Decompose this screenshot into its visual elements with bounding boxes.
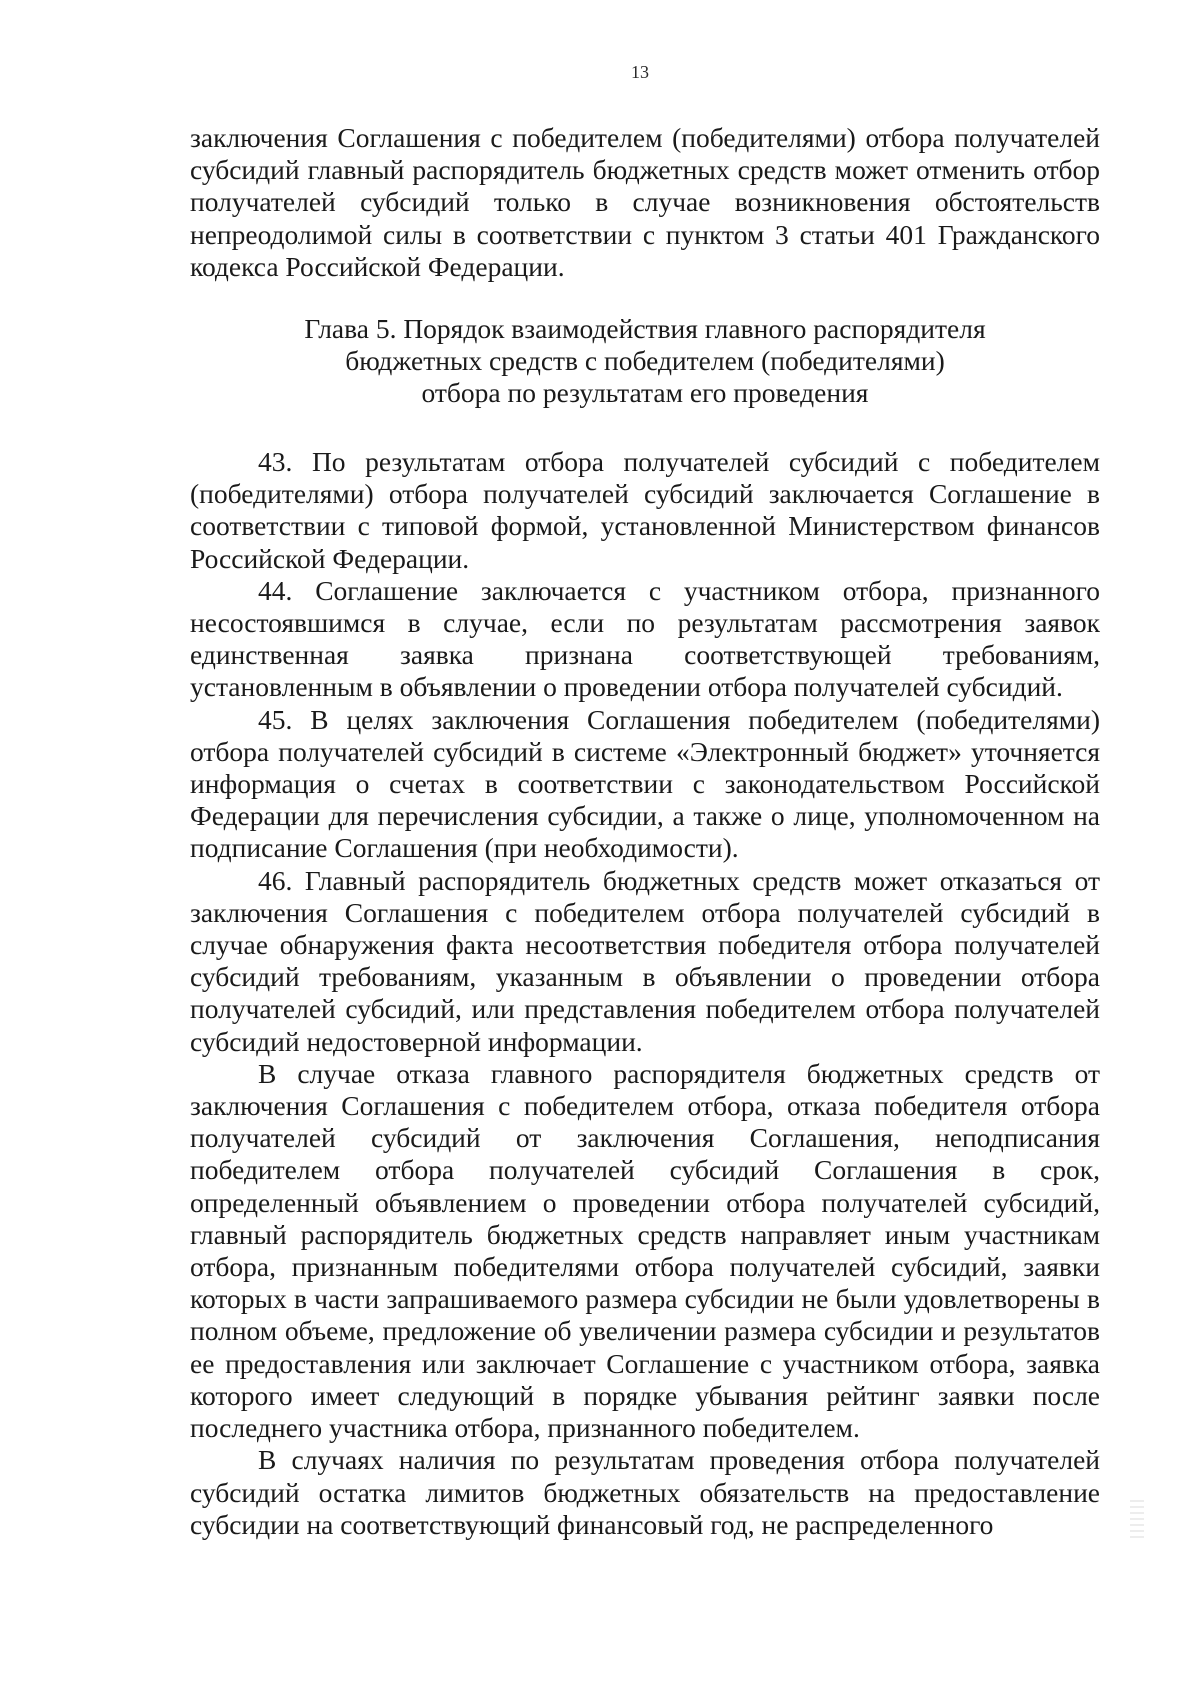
paragraph-45: 45. В целях заключения Соглашения победителем (победителями) отбора получателей субсидий в системе «Электронный бюджет» уточняется информация о счетах в соответствии с законодательством Российской Федерации для перечисления субсидии, а также о лице, уполномоченном на подписание Соглашения (при необходимости). (190, 703, 1100, 864)
paragraph-46: 46. Главный распорядитель бюджетных средств может отказаться от заключения Соглашения с победителем отбора получателей субсидий в случае обнаружения факта несоответствия победителя отбора получателей субсидий требованиям, указанным в объявлении о проведении отбора получателей субсидий, или представления победителем отбора получателей субсидий недостоверной информации. (190, 864, 1100, 1057)
paragraph-43: 43. По результатам отбора получателей субсидий с победителем (победителями) отбора получателей субсидий заключается Соглашение в соответствии с типовой формой, установленной Министерством финансов Российской Федерации. (190, 446, 1100, 574)
paragraph-refusal-case: В случае отказа главного распорядителя бюджетных средств от заключения Соглашения с победителем отбора, отказа победителя отбора получателей субсидий от заключения Соглашения, неподписания победителем отбора получателей субсидий Соглашения в срок, определенный объявлением о проведении отбора получателей субсидий, главный распорядитель бюджетных средств направляет иным участникам отбора, признанным победителями отбора получателей субсидий, заявки которых в части запрашиваемого размера субсидии не были удовлетворены в полном объеме, предложение об увеличении размера субсидии и результатов ее предоставления или заключает Соглашение с участником отбора, заявка которого имеет следующий в порядке убывания рейтинг заявки после последнего участника отбора, признанного победителем. (190, 1057, 1100, 1444)
paragraph-remaining-limits: В случаях наличия по результатам проведения отбора получателей субсидий остатка лимитов бюджетных обязательств на предоставление субсидии на соответствующий финансовый год, не распределенного (190, 1444, 1100, 1540)
chapter-body (190, 446, 1100, 1541)
intro-paragraph: заключения Соглашения с победителем (победителями) отбора получателей субсидий главный распорядитель бюджетных средств может отменить отбор получателей субсидий только в случае возникновения обстоятельств непреодолимой силы в соответствии с пунктом 3 статьи 401 Гражданского кодекса Российской Федерации. (190, 122, 1100, 282)
chapter-title-line-3: отбора по результатам его проведения (421, 377, 869, 408)
chapter-title-line-2: бюджетных средств с победителем (победителями) (345, 345, 945, 376)
paragraph-44: 44. Соглашение заключается с участником отбора, признанного несостоявшимся в случае, если по результатам рассмотрения заявок единственная заявка признана соответствующей требованиям, установленным в объявлении о проведении отбора получателей субсидий. (190, 574, 1100, 703)
page-number: 13 (631, 62, 649, 82)
chapter-title (190, 313, 1100, 409)
chapter-title-line-1: Глава 5. Порядок взаимодействия главного распорядителя (304, 313, 986, 344)
intro-text (190, 122, 1100, 283)
scan-artifact (1130, 1500, 1144, 1540)
